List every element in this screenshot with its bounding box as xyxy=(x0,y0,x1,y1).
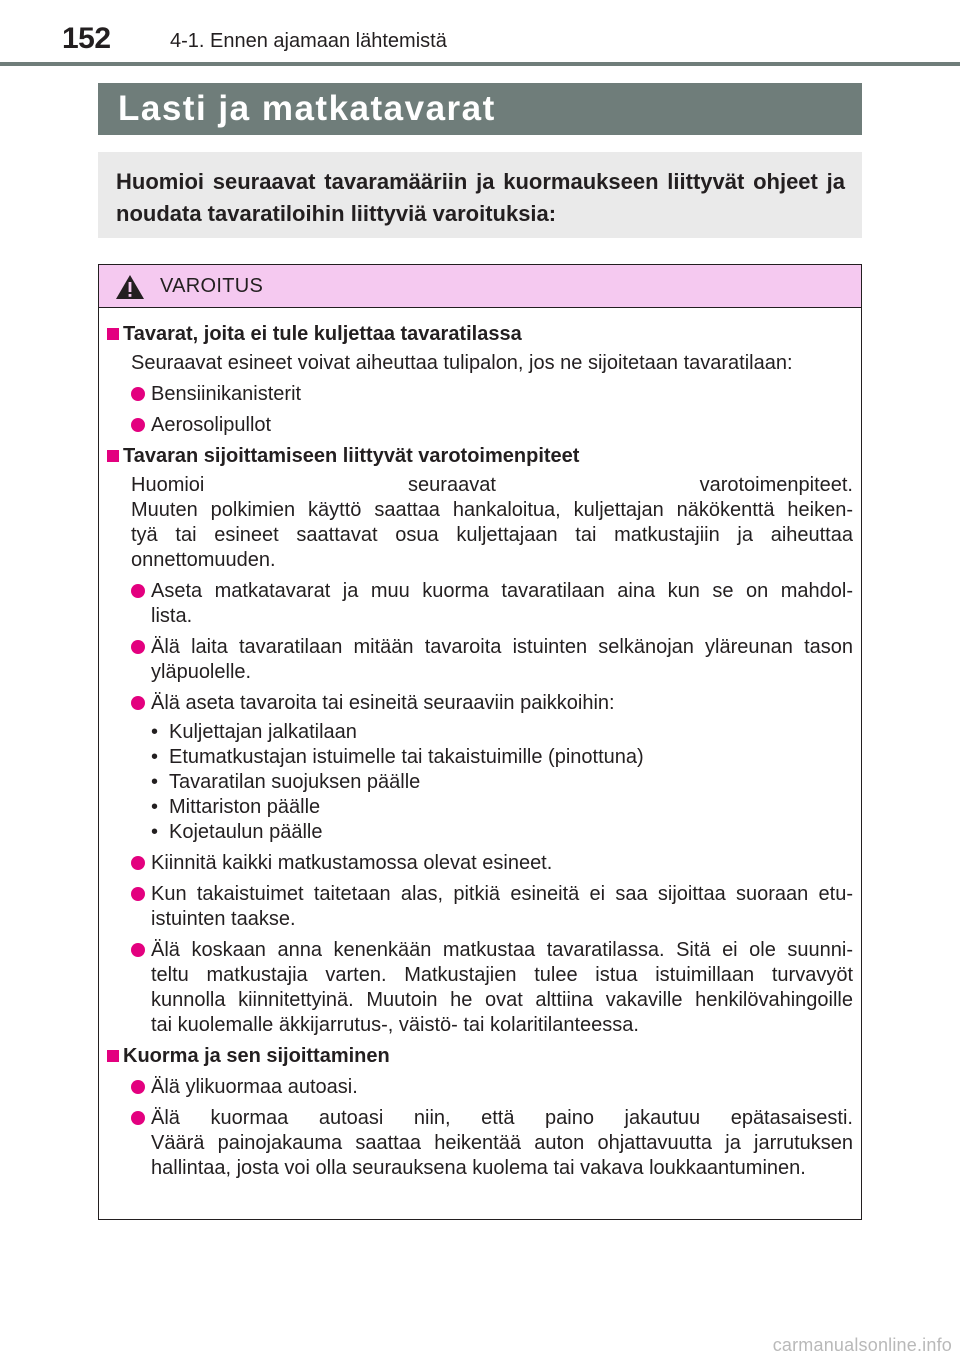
bullet-item xyxy=(107,851,853,876)
text-line: Kiinnitä kaikki matkustamossa olevat esineet. xyxy=(151,852,553,874)
sub-list-item: • Tavaratilan suojuksen päälle xyxy=(145,770,853,795)
round-bullet-icon xyxy=(131,696,145,710)
bullet-item xyxy=(107,1106,853,1181)
section-heading xyxy=(107,444,853,469)
text-line: tyä tai esineet saattavat osua kuljettajaan tai matkustajiin ja aiheuttaa xyxy=(131,524,853,546)
intro-text: Huomioi seuraavat tavaramääriin ja kuormaukseen liittyvät ohjeet ja noudata tavaratiloihin liittyviä varoituksia: xyxy=(116,169,845,226)
warning-triangle-icon xyxy=(115,274,145,300)
warning-body xyxy=(99,308,861,1181)
section-title: Lasti ja matkatavarat xyxy=(118,89,496,128)
text-line: Väärä painojakauma saattaa heikentää auton ohjattavuutta ja jarrutuksen xyxy=(151,1132,853,1154)
round-bullet-icon xyxy=(131,943,145,957)
section-paragraph xyxy=(107,473,853,573)
bullet-item xyxy=(107,635,853,685)
text-line: kunnolla kiinnitettyinä. Muutoin he ovat alttiina vakaville henkilövahingoille xyxy=(151,989,853,1011)
section-heading-text: Tavaran sijoittamiseen liittyvät varotoimenpiteet xyxy=(123,445,580,467)
bullet-item xyxy=(107,382,853,407)
round-bullet-icon xyxy=(131,1080,145,1094)
square-bullet-icon xyxy=(107,450,119,462)
chapter-title: 4-1. Ennen ajamaan lähtemistä xyxy=(170,30,447,52)
text-line: onnettomuuden. xyxy=(131,549,276,571)
text-line: istuinten taakse. xyxy=(151,908,296,930)
section-title-bar xyxy=(98,83,862,135)
warning-box xyxy=(98,264,862,1220)
text-line: hallintaa, josta voi olla seurauksena kuolema tai vakava loukkaantuminen. xyxy=(151,1157,806,1179)
round-bullet-icon xyxy=(131,640,145,654)
sub-list xyxy=(107,720,853,845)
sub-list-item: • Etumatkustajan istuimelle tai takaistuimille (pinottuna) xyxy=(145,745,853,770)
round-bullet-icon xyxy=(131,584,145,598)
section-heading-text: Kuorma ja sen sijoittaminen xyxy=(123,1045,390,1067)
text-line: Kun takaistuimet taitetaan alas, pitkiä esineitä ei saa sijoittaa suoraan etu- xyxy=(151,883,853,905)
section-heading xyxy=(107,1044,853,1069)
square-bullet-icon xyxy=(107,328,119,340)
section-heading-text: Tavarat, joita ei tule kuljettaa tavaratilassa xyxy=(123,323,522,345)
text-line: Älä koskaan anna kenenkään matkustaa tavaratilassa. Sitä ei ole suunni- xyxy=(151,939,853,961)
text-line: Älä aseta tavaroita tai esineitä seuraaviin paikkoihin: xyxy=(151,692,615,714)
text-line: Aseta matkatavarat ja muu kuorma tavaratilaan aina kun se on mahdol- xyxy=(151,580,853,602)
sub-list-item: • Kuljettajan jalkatilaan xyxy=(145,720,853,745)
intro-box xyxy=(98,152,862,238)
round-bullet-icon xyxy=(131,856,145,870)
round-bullet-icon xyxy=(131,887,145,901)
header-rule xyxy=(0,62,960,66)
text-line: Bensiinikanisterit xyxy=(151,383,302,405)
page-number: 152 xyxy=(62,22,111,55)
bullet-item xyxy=(107,413,853,438)
bullet-item xyxy=(107,938,853,1038)
section-heading xyxy=(107,322,853,347)
warning-header xyxy=(99,265,861,308)
text-line: Huomioi seuraavat varotoimenpiteet. xyxy=(131,474,853,496)
warning-label: VAROITUS xyxy=(160,275,264,297)
round-bullet-icon xyxy=(131,418,145,432)
sub-list-item: • Mittariston päälle xyxy=(145,795,853,820)
round-bullet-icon xyxy=(131,387,145,401)
bullet-item xyxy=(107,1075,853,1100)
bullet-item xyxy=(107,691,853,716)
text-line: teltu matkustajia varten. Matkustajien tulee istua istuimillaan turvavyöt xyxy=(151,964,853,986)
text-line: Älä laita tavaratilaan mitään tavaroita istuinten selkänojan yläreunan tason xyxy=(151,636,853,658)
square-bullet-icon xyxy=(107,1050,119,1062)
text-line: Aerosolipullot xyxy=(151,414,272,436)
watermark: carmanualsonline.info xyxy=(772,1335,952,1355)
text-line: tai kuolemalle äkkijarrutus-, väistö- tai kolaritilanteessa. xyxy=(151,1014,639,1036)
text-line: lista. xyxy=(151,605,193,627)
text-line: Älä kuormaa autoasi niin, että paino jakautuu epätasaisesti. xyxy=(151,1107,853,1129)
bullet-item xyxy=(107,579,853,629)
section-paragraph xyxy=(107,351,853,376)
text-line: yläpuolelle. xyxy=(151,661,252,683)
sub-list-item: • Kojetaulun päälle xyxy=(145,820,853,845)
round-bullet-icon xyxy=(131,1111,145,1125)
bullet-item xyxy=(107,882,853,932)
page-header xyxy=(62,22,960,62)
text-line: Älä ylikuormaa autoasi. xyxy=(151,1076,358,1098)
text-line: Muuten polkimien käyttö saattaa hankaloitua, kuljettajan näkökenttä heiken- xyxy=(131,499,853,521)
text-line: Seuraavat esineet voivat aiheuttaa tulipalon, jos ne sijoitetaan tavaratilaan: xyxy=(131,352,793,374)
